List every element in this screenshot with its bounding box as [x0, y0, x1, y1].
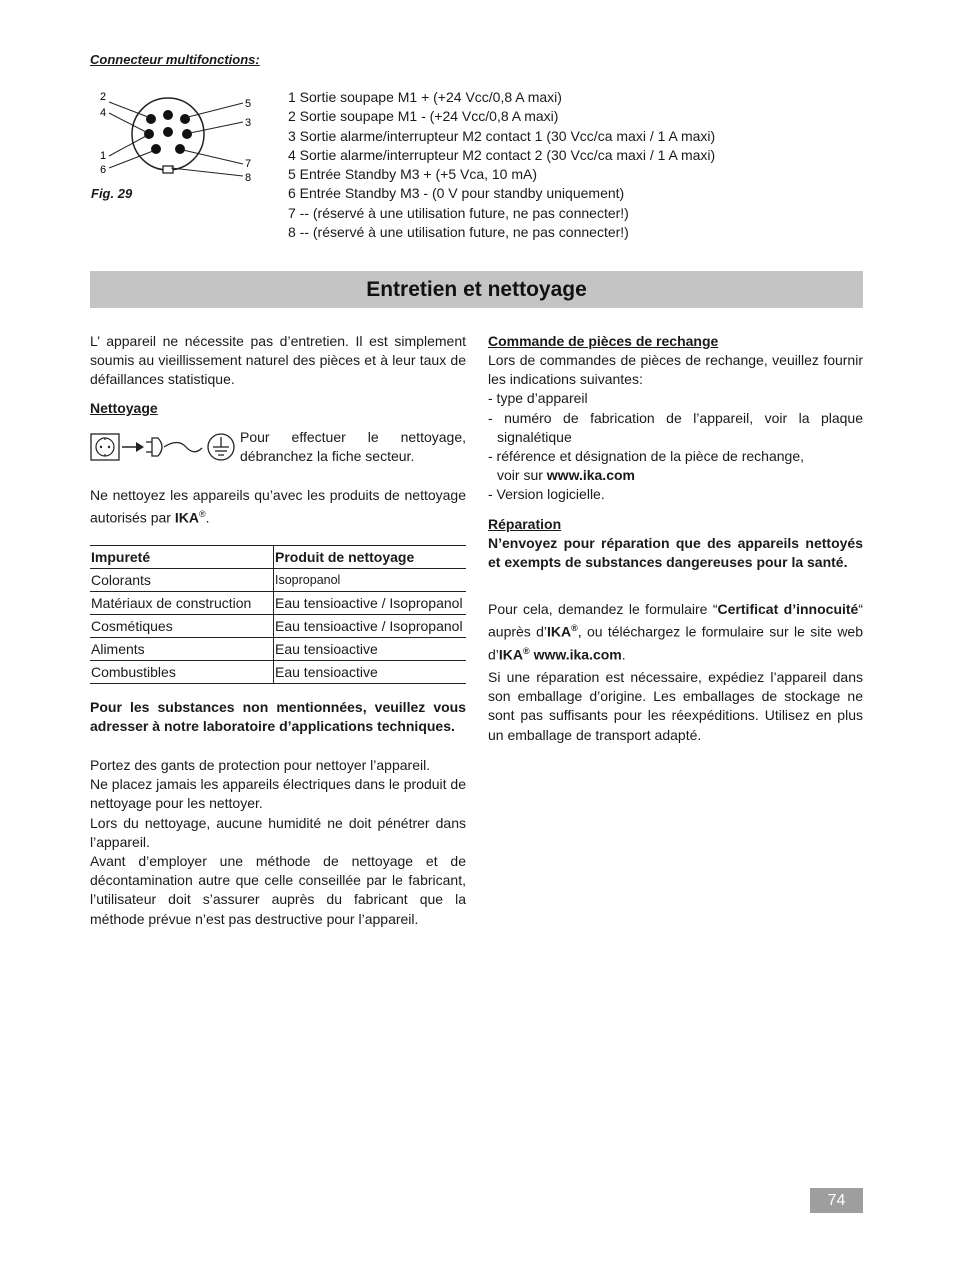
repair-heading: Réparation — [488, 516, 562, 532]
pin-label: 8 — [245, 172, 252, 184]
table-row — [90, 592, 466, 615]
table-cell: Eau tensioactive / Isopropanol — [274, 592, 467, 615]
products-period: . — [205, 509, 210, 526]
see-prefix: voir sur — [497, 467, 547, 484]
table-cell: Cosmétiques — [90, 615, 274, 638]
table-row — [90, 569, 466, 592]
pin-item: 3 Sortie alarme/interrupteur M2 contact 1 (30 Vcc/ca maxi / 1 A maxi) — [288, 127, 716, 144]
cleaning-paragraph: Avant d’employer une méthode de nettoyage et de décontamination autre que celle conseillée par le fabricant, l’utilisateur doit s’assurer auprès du fabricant que la méthode prévue n’est pas destructive pour l’appareil. — [90, 853, 466, 927]
table-row — [90, 615, 466, 638]
figure-caption: Fig. 29 — [91, 186, 133, 201]
form-text: , ou téléchargez le formulaire sur le site web d’ — [488, 623, 863, 663]
list-item: - numéro de fabrication de l’appareil, voir la plaque signalétique — [488, 409, 863, 445]
spare-parts-heading: Commande de pièces de rechange — [488, 333, 719, 349]
section-title: Entretien et nettoyage — [366, 278, 587, 301]
connector-figure — [95, 86, 265, 186]
form-text: “ auprès d’ — [488, 601, 864, 640]
table-cell: Eau tensioactive — [274, 661, 467, 684]
table-header-row — [90, 546, 466, 569]
pin-item: 8 -- (réservé à une utilisation future, ne pas connecter!) — [288, 224, 629, 241]
list-item-continuation — [488, 466, 863, 485]
repair-warning: N’envoyez pour réparation que des appareils nettoyés et exempts de substances dangereuses pour la santé. — [488, 535, 863, 571]
cleaning-paragraph: Ne placez jamais les appareils électriques dans le produit de nettoyage pour les nettoyer. — [90, 776, 466, 812]
pin-label: 1 — [100, 150, 107, 162]
registered-mark: ® — [523, 646, 530, 657]
pin-label: 6 — [100, 164, 107, 176]
table-header: Produit de nettoyage — [274, 546, 467, 569]
cleaning-paragraph: Lors du nettoyage, aucune humidité ne doit pénétrer dans l’appareil. — [90, 814, 466, 850]
registered-mark: ® — [571, 623, 578, 634]
page-number: 74 — [810, 1188, 863, 1213]
shipping-paragraph: Si une réparation est nécessaire, expédiez l’appareil dans son emballage d’origine. Les emballages de stockage ne sont pas suffisants pour les réexpéditions. Utilisez en plus un emballage de transport adapté. — [488, 669, 863, 743]
cleaning-table-wrapper — [90, 545, 466, 684]
din-connector-icon — [95, 86, 265, 186]
pin-item: 6 Entrée Standby M3 - (0 V pour standby uniquement) — [288, 185, 625, 202]
brand-name: IKA — [498, 646, 524, 663]
unplug-instruction: Pour effectuer le nettoyage, débranchez la fiche secteur. — [240, 429, 466, 465]
table-cell: Eau tensioactive / Isopropanol — [274, 615, 467, 638]
table-cell: Colorants — [90, 569, 274, 592]
cleaning-paragraphs — [90, 756, 466, 929]
table-cell: Combustibles — [90, 661, 274, 684]
table-cell: Isopropanol — [274, 569, 467, 592]
certificate-name: Certificat d’innocuité — [717, 601, 859, 617]
products-text: Ne nettoyez les appareils qu’avec les produits de nettoyage autorisés par — [90, 487, 466, 526]
certificate-paragraph — [488, 600, 863, 665]
list-item: - type d’appareil — [488, 390, 588, 407]
list-item: - Version logicielle. — [488, 486, 605, 503]
list-item: - référence et désignation de la pièce de rechange, — [488, 448, 804, 465]
pin-list — [288, 88, 715, 242]
maintenance-intro: L’ appareil ne nécessite pas d’entretien. Il est simplement soumis au vieillissement naturel des pièces et à leur taux de défaillances statistique. — [90, 333, 466, 388]
pin-item: 7 -- (réservé à une utilisation future, ne pas connecter!) — [288, 204, 629, 221]
pin-item: 5 Entrée Standby M3 + (+5 Vca, 10 mA) — [288, 166, 538, 183]
table-row — [90, 661, 466, 684]
pin-item: 4 Sortie alarme/interrupteur M2 contact 2 (30 Vcc/ca maxi / 1 A maxi) — [288, 146, 716, 163]
unplug-mains-icon — [90, 432, 240, 462]
authorized-products — [90, 486, 466, 528]
pin-item: 2 Sortie soupape M1 - (+24 Vcc/0,8 A maxi) — [288, 108, 559, 125]
section-header — [90, 271, 863, 308]
pin-label: 7 — [245, 158, 252, 170]
sentence-end: . — [621, 646, 626, 663]
pin-label: 5 — [245, 98, 252, 110]
cleaning-table — [90, 545, 466, 684]
table-cell: Eau tensioactive — [274, 638, 467, 661]
lab-notice: Pour les substances non mentionnées, veuillez vous adresser à notre laboratoire d’applications techniques. — [90, 699, 466, 735]
table-header: Impureté — [90, 546, 274, 569]
spare-parts-intro: Lors de commandes de pièces de rechange, veuillez fournir les indications suivantes: — [488, 352, 863, 388]
pin-label: 2 — [100, 91, 107, 103]
pin-item: 1 Sortie soupape M1 + (+24 Vcc/0,8 A maxi) — [288, 89, 562, 105]
unplug-diagram — [90, 432, 240, 462]
cleaning-heading: Nettoyage — [90, 400, 158, 416]
registered-mark: ® — [198, 509, 206, 520]
table-cell: Aliments — [90, 638, 274, 661]
website-link[interactable]: www.ika.com — [546, 467, 635, 484]
brand-name: IKA — [174, 509, 199, 526]
pin-label: 3 — [245, 117, 252, 129]
form-text: Pour cela, demandez le formulaire “ — [488, 601, 718, 617]
brand-name: IKA — [547, 623, 572, 640]
spare-parts-block — [488, 351, 863, 505]
pin-label: 4 — [100, 107, 107, 119]
connector-heading: Connecteur multifonctions: — [90, 52, 260, 67]
cleaning-paragraph: Portez des gants de protection pour nettoyer l’appareil. — [90, 757, 431, 773]
table-row — [90, 638, 466, 661]
table-cell: Matériaux de construction — [90, 592, 274, 615]
website-link[interactable]: www.ika.com — [533, 646, 622, 663]
